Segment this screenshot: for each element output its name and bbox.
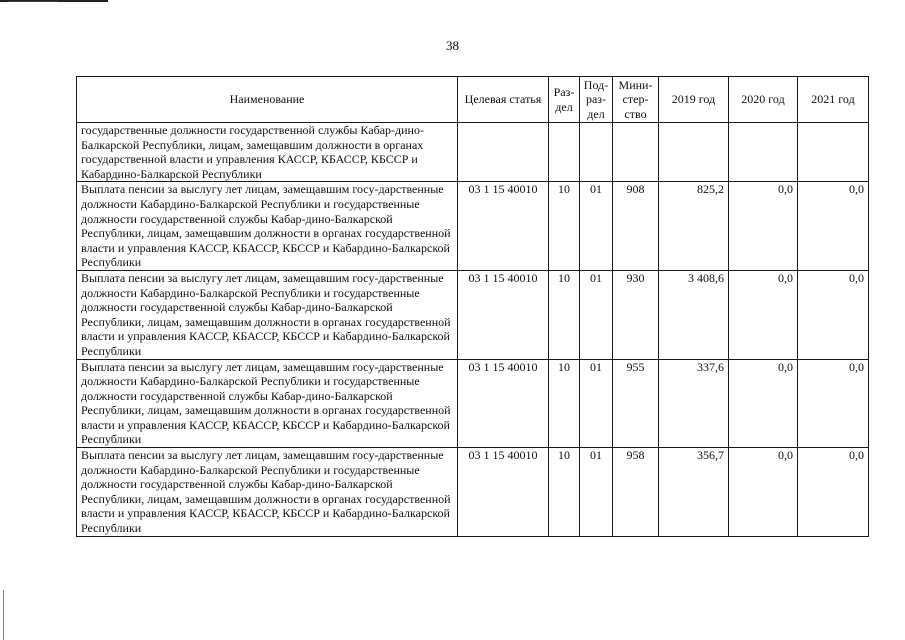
header-target-text: Целевая статья xyxy=(464,92,542,107)
table-header-row xyxy=(77,77,869,123)
page-number: 38 xyxy=(446,38,459,53)
header-target xyxy=(458,77,549,123)
row-2021: 0,0 xyxy=(798,359,869,448)
table-row xyxy=(77,182,869,271)
row-2020: 0,0 xyxy=(729,182,798,271)
header-2021: 2021 год xyxy=(798,77,869,123)
row-2019: 337,6 xyxy=(659,359,729,448)
row-2020: 0,0 xyxy=(729,359,798,448)
row-2019: 356,7 xyxy=(659,448,729,537)
header-name: Наименование xyxy=(77,77,458,123)
row-ministry: 930 xyxy=(613,270,659,359)
header-ministry xyxy=(613,77,659,123)
row-section: 10 xyxy=(549,359,580,448)
row-target: 03 1 15 40010 xyxy=(458,270,549,359)
row-2019: 825,2 xyxy=(659,182,729,271)
row-target: 03 1 15 40010 xyxy=(458,359,549,448)
row-2021: 0,0 xyxy=(798,182,869,271)
table-row xyxy=(77,123,869,182)
budget-table xyxy=(76,76,869,537)
row-subsection: 01 xyxy=(580,359,613,448)
row-section xyxy=(549,123,580,182)
row-2021: 0,0 xyxy=(798,270,869,359)
header-section xyxy=(549,77,580,123)
row-2021: 0,0 xyxy=(798,448,869,537)
row-subsection xyxy=(580,123,613,182)
row-subsection: 01 xyxy=(580,270,613,359)
row-2020 xyxy=(729,123,798,182)
header-ministry-text: Мини-стер-ство xyxy=(618,77,653,121)
row-ministry: 955 xyxy=(613,359,659,448)
header-subsection-text: Под-раз-дел xyxy=(583,77,609,121)
header-section-text: Раз-дел xyxy=(553,84,575,114)
row-subsection: 01 xyxy=(580,448,613,537)
row-2019: 3 408,6 xyxy=(659,270,729,359)
header-2019: 2019 год xyxy=(659,77,729,123)
header-2020: 2020 год xyxy=(729,77,798,123)
table-row xyxy=(77,270,869,359)
row-target xyxy=(458,123,549,182)
row-name: Выплата пенсии за выслугу лет лицам, замещавшим госу-дарственные должности Кабардино-Балкарской Республики и государственные должности государственной службы Кабар-дино-Балкарской Республики, лицам, замещавшим должности в органах государственной власти и управления КАССР, КБАССР, КБССР и Кабардино-Балкарской Республики xyxy=(77,448,458,537)
row-section: 10 xyxy=(549,448,580,537)
table-row xyxy=(77,359,869,448)
row-2019 xyxy=(659,123,729,182)
row-2020: 0,0 xyxy=(729,448,798,537)
row-ministry: 958 xyxy=(613,448,659,537)
row-ministry xyxy=(613,123,659,182)
row-section: 10 xyxy=(549,182,580,271)
scan-edge-line xyxy=(3,590,4,640)
row-target: 03 1 15 40010 xyxy=(458,182,549,271)
table-row xyxy=(77,448,869,537)
row-name: Выплата пенсии за выслугу лет лицам, замещавшим госу-дарственные должности Кабардино-Балкарской Республики и государственные должности государственной службы Кабар-дино-Балкарской Республики, лицам, замещавшим должности в органах государственной власти и управления КАССР, КБАССР, КБССР и Кабардино-Балкарской Республики xyxy=(77,270,458,359)
row-2021 xyxy=(798,123,869,182)
row-name: Выплата пенсии за выслугу лет лицам, замещавшим госу-дарственные должности Кабардино-Балкарской Республики и государственные должности государственной службы Кабар-дино-Балкарской Республики, лицам, замещавшим должности в органах государственной власти и управления КАССР, КБАССР, КБССР и Кабардино-Балкарской Республики xyxy=(77,359,458,448)
row-name: Выплата пенсии за выслугу лет лицам, замещавшим госу-дарственные должности Кабардино-Балкарской Республики и государственные должности государственной службы Кабар-дино-Балкарской Республики, лицам, замещавшим должности в органах государственной власти и управления КАССР, КБАССР, КБССР и Кабардино-Балкарской Республики xyxy=(77,182,458,271)
scan-corner-mark xyxy=(0,0,108,5)
row-name: государственные должности государственной службы Кабар-дино-Балкарской Республики, лицам, замещавшим должности в органах государственной власти и управления КАССР, КБАССР, КБССР и Кабардино-Балкарской Республики xyxy=(77,123,458,182)
row-2020: 0,0 xyxy=(729,270,798,359)
row-subsection: 01 xyxy=(580,182,613,271)
row-ministry: 908 xyxy=(613,182,659,271)
row-section: 10 xyxy=(549,270,580,359)
header-subsection xyxy=(580,77,613,123)
row-target: 03 1 15 40010 xyxy=(458,448,549,537)
